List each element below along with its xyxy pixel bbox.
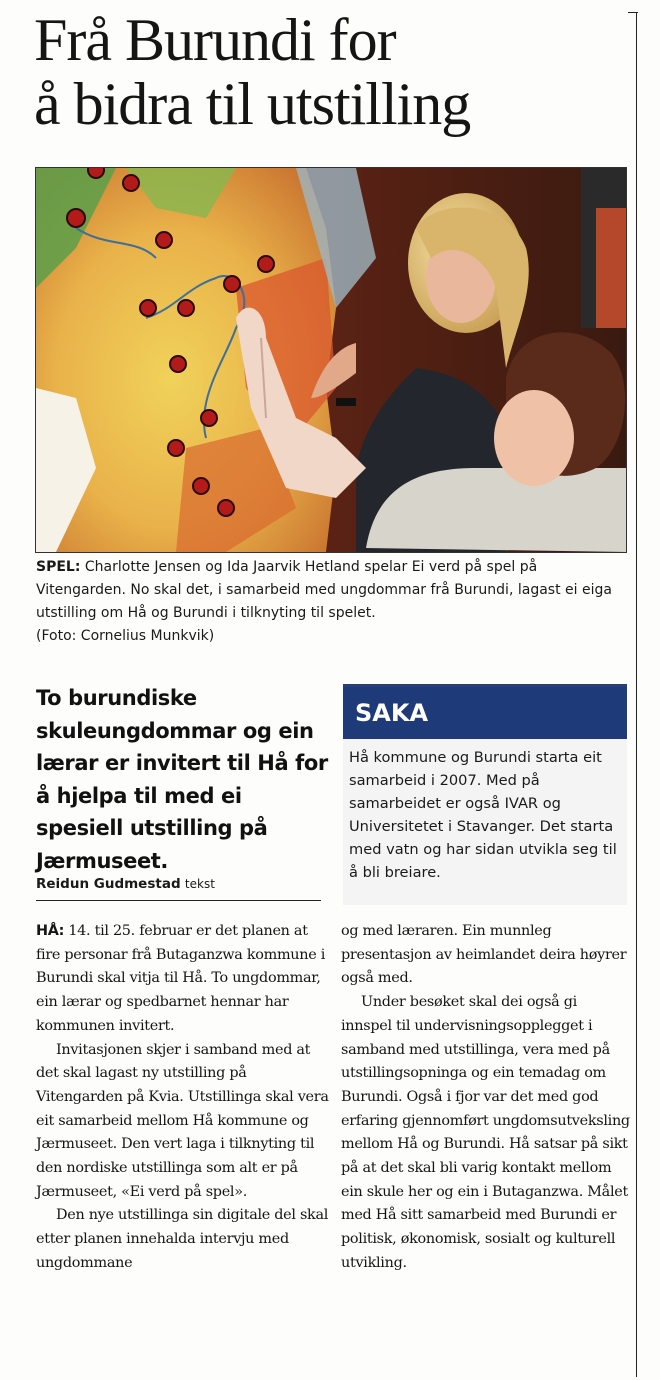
photo-caption [36, 556, 626, 648]
article-paragraph: Invitasjonen skjer i samband med at det skal lagast ny utstilling på Vitengarden på Kvia. Utstillinga skal vera eit samarbeid mellom Hå kommune og Jærmuseet. Den vert laga i tilknyting til den nordiske utstillinga som alt er på Jærmuseet, «Ei verd på spel». [36, 1041, 329, 1200]
author-role: tekst [184, 877, 215, 891]
map-photo-illustration [36, 168, 626, 552]
fact-box [343, 684, 627, 905]
fact-box-title: SAKA [343, 687, 627, 739]
article-paragraph: og med læraren. Ein munnleg presentasjon av heimlandet deira høyrer også med. [341, 923, 627, 987]
article-column-left [36, 920, 334, 1276]
article-paragraph: Den nye utstillinga sin digitale del skal etter planen innehalda intervju med ungdommane [36, 1207, 329, 1271]
photo-credit: (Foto: Cornelius Munkvik) [36, 628, 215, 644]
headline-line-1: Frå Burundi for [34, 7, 396, 73]
headline [34, 8, 634, 136]
caption-text: Charlotte Jensen og Ida Jaarvik Hetland spelar Ei verd på spel på Vitengarden. No skal det, i samarbeid med ungdommar frå Burundi, lagast ei eiga utstilling om Hå og Burundi i tilknyting til spelet. [36, 559, 612, 621]
column-rule [636, 12, 637, 1377]
article-column-right [341, 920, 631, 1276]
byline [36, 876, 321, 901]
headline-line-2: å bidra til utstilling [34, 71, 471, 137]
article-paragraph-1-text: 14. til 25. februar er det planen at fire personar frå Butaganzwa kommune i Burundi skal vitja til Hå. To ungdommar, ein lærar og spedbarnet hennar har kommunen invitert. [36, 923, 326, 1034]
fact-box-body: Hå kommune og Burundi starta eit samarbeid i 2007. Med på samarbeidet er også IVAR og Universitetet i Stavanger. Det starta med vatn og har sidan utvikla seg til å bli breiare. [349, 749, 617, 881]
news-photo [35, 167, 627, 553]
caption-kicker: SPEL: [36, 559, 81, 575]
author-name: Reidun Gudmestad [36, 876, 181, 892]
lead-paragraph: To burundiske skuleungdommar og ein lærar er invitert til Hå for å hjelpa til med ei spesiell utstilling på Jærmuseet. [36, 686, 328, 873]
article-kicker: HÅ: [36, 923, 65, 939]
article-paragraph [36, 920, 334, 1039]
article-paragraph: Under besøket skal dei også gi innspel til undervisningsopplegget i samband med utstillinga, vera med på utstillingsopninga og ein temadag om Burundi. Også i fjor var det med god erfaring gjennomført ungdomsutveksling mellom Hå og Burundi. Hå satsar på sikt på at det skal bli varig kontakt mellom ein skule her og ein i Butaganzwa. Målet med Hå sitt samarbeid med Burundi er politisk, økonomisk, sosialt og kulturell utvikling. [341, 994, 630, 1271]
